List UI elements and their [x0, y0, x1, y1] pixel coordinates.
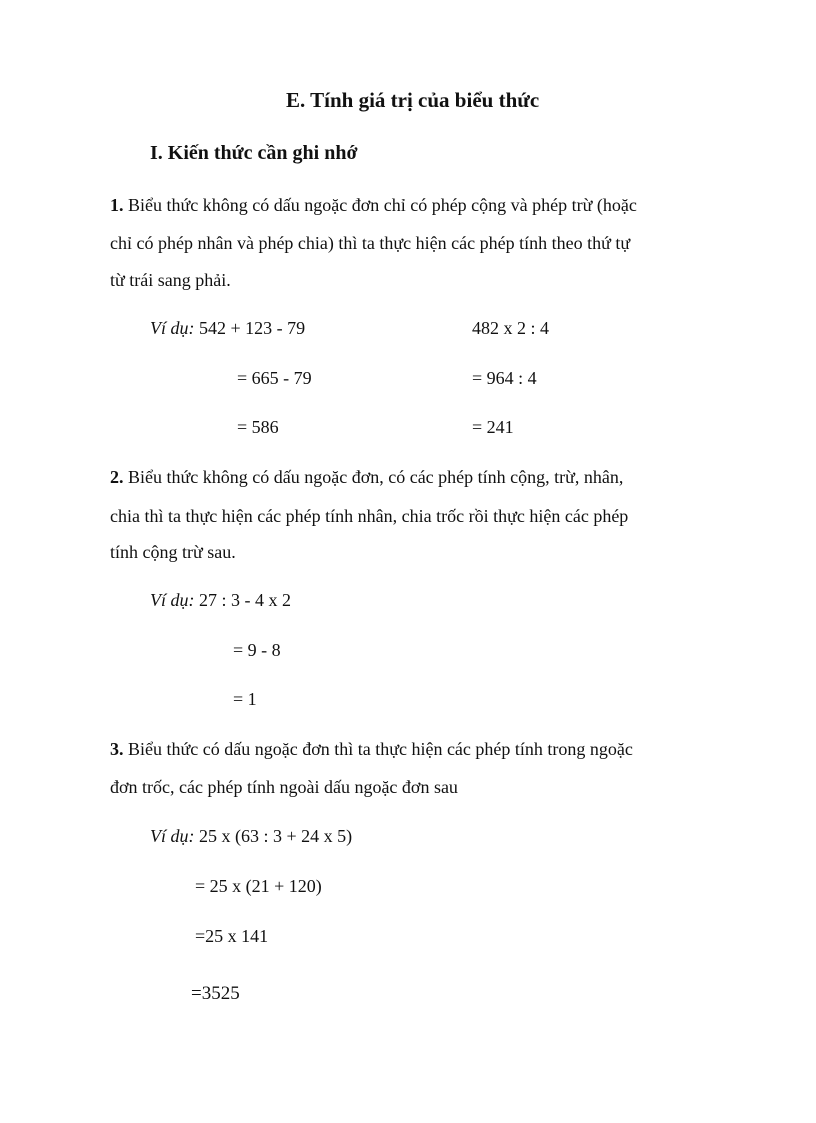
- example1-left-line-1: Ví dụ: 542 + 123 - 79: [150, 318, 306, 338]
- rule3-line-1: 3. Biểu thức có dấu ngoặc đơn thì ta thực hiện các phép tính trong ngoặc: [110, 739, 633, 759]
- example1-right-line-3: = 241: [472, 417, 514, 437]
- example1-left-line-3: = 586: [237, 417, 279, 437]
- example2-line-2: = 9 - 8: [233, 640, 281, 660]
- example1-right-line-1: 482 x 2 : 4: [472, 318, 550, 338]
- example1-right-line-2: = 964 : 4: [472, 368, 537, 388]
- rule1-line-1: 1. Biểu thức không có dấu ngoặc đơn chỉ có phép cộng và phép trừ (hoặc: [110, 195, 637, 215]
- example3-line-2: = 25 x (21 + 120): [195, 876, 322, 896]
- example2-line-1: Ví dụ: 27 : 3 - 4 x 2: [150, 590, 291, 610]
- example3-line-3: =25 x 141: [195, 926, 269, 946]
- example2-line-3: = 1: [233, 689, 257, 709]
- rule1-number: 1.: [110, 195, 124, 215]
- example2-label: Ví dụ:: [150, 590, 195, 610]
- example1-left-line-2: = 665 - 79: [237, 368, 312, 388]
- rule1-line-3: từ trái sang phải.: [110, 270, 231, 290]
- page-title: E. Tính giá trị của biểu thức: [286, 88, 540, 112]
- rule2-line-2: chia thì ta thực hiện các phép tính nhân, chia trốc rồi thực hiện các phép: [110, 506, 629, 526]
- rule1-line-2: chỉ có phép nhân và phép chia) thì ta thực hiện các phép tính theo thứ tự: [110, 233, 631, 253]
- example3-label: Ví dụ:: [150, 826, 195, 846]
- rule2-number: 2.: [110, 467, 124, 487]
- example3-line-4: =3525: [191, 983, 240, 1004]
- rule2-line-3: tính cộng trừ sau.: [110, 542, 236, 562]
- rule3-number: 3.: [110, 739, 124, 759]
- example3-line-1: Ví dụ: 25 x (63 : 3 + 24 x 5): [150, 826, 353, 846]
- section-heading: I. Kiến thức cần ghi nhớ: [150, 142, 358, 164]
- example1-label: Ví dụ:: [150, 318, 195, 338]
- rule2-line-1: 2. Biểu thức không có dấu ngoặc đơn, có các phép tính cộng, trừ, nhân,: [110, 467, 624, 487]
- rule3-line-2: đơn trốc, các phép tính ngoài dấu ngoặc đơn sau: [110, 777, 458, 797]
